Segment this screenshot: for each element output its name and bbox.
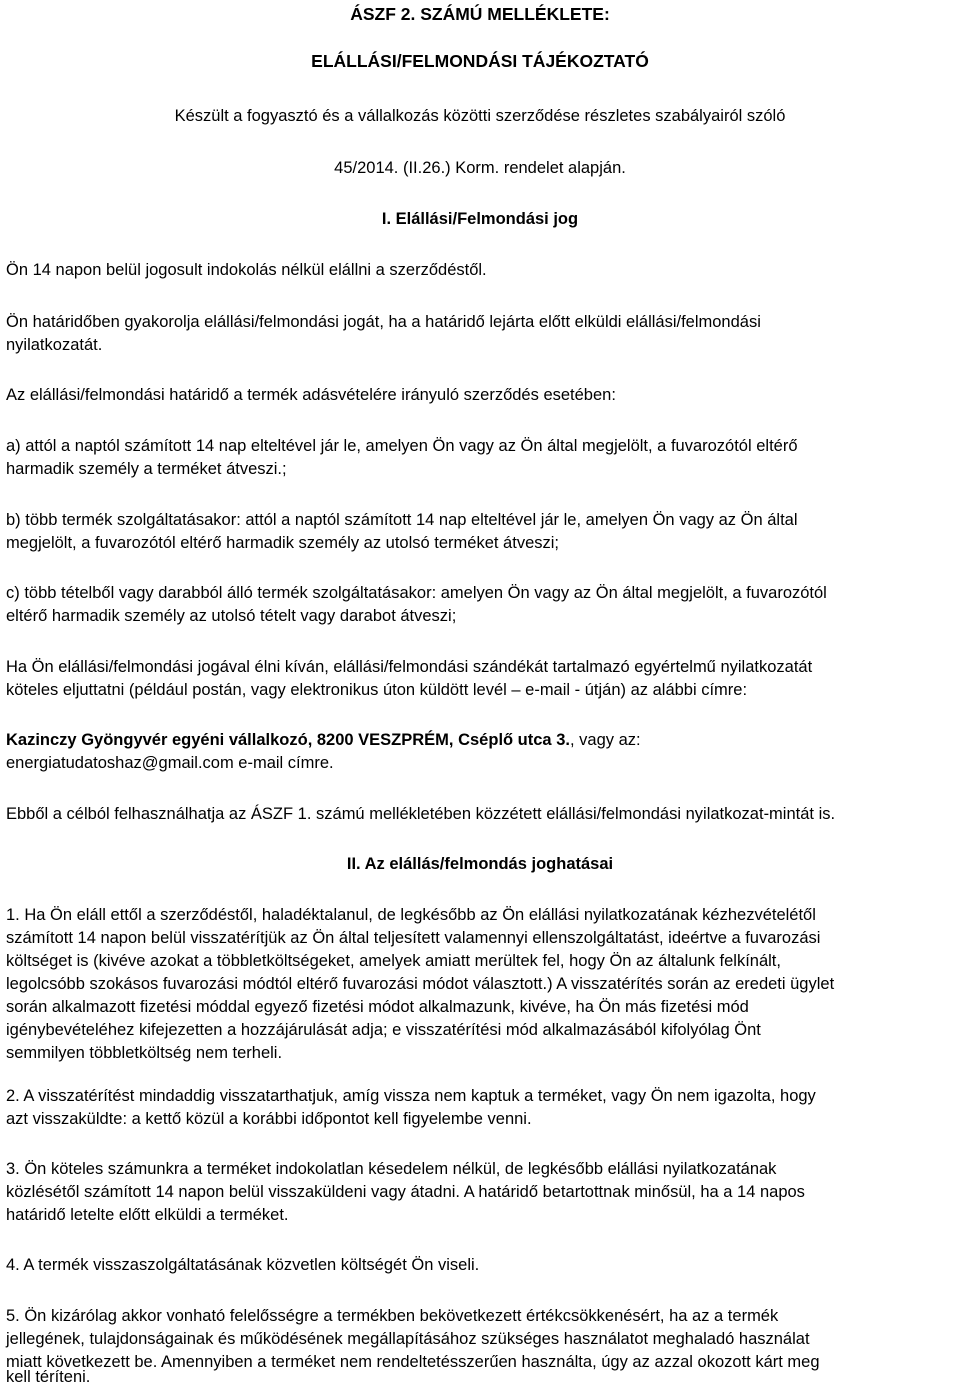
section-1-paragraph-1: Ön 14 napon belül jogosult indokolás nélkül elállni a szerződéstől.: [6, 261, 487, 279]
point-5-line-3: miatt következett be. Amennyiben a terméket nem rendeltetésszerűen használta, úgy az azzal okozott kárt meg: [6, 1353, 820, 1371]
legal-basis-line-1: Készült a fogyasztó és a vállalkozás közötti szerződése részletes szabályairól szóló: [174, 107, 786, 125]
item-b-line-2: megjelölt, a fuvarozótól eltérő harmadik személy az utolsó terméket átveszi;: [6, 534, 559, 552]
item-a-line-2: harmadik személy a terméket átveszi.;: [6, 460, 287, 478]
point-4-line-1: 4. A termék visszaszolgáltatásának közvetlen költségét Ön viseli.: [6, 1256, 480, 1274]
address-line: [6, 729, 641, 752]
section-1-paragraph-3: Az elállási/felmondási határidő a termék adásvételére irányuló szerződés esetében:: [6, 386, 616, 404]
point-1-line-2: számított 14 napon belül visszatérítjük az Ön által teljesített valamennyi ellenszolgáltatást, ideértve a fuvarozási: [6, 929, 821, 947]
item-c-line-1: c) több tételből vagy darabból álló termék szolgáltatásakor: amelyen Ön vagy az Ön által megjelölt, a fuvarozótól: [6, 584, 827, 602]
notice-line-1: Ha Ön elállási/felmondási jogával élni kíván, elállási/felmondási szándékát tartalmazó egyértelmű nyilatkozatát: [6, 658, 813, 676]
point-1-line-1: 1. Ha Ön eláll ettől a szerződéstől, haladéktalanul, de legkésőbb az Ön elállási nyilatkozatának kézhezvételétől: [6, 906, 816, 924]
address-tail: , vagy az:: [569, 731, 641, 749]
notice-line-2: köteles eljuttatni (például postán, vagy elektronikus úton küldött levél – e-mail - útján) az alábbi címre:: [6, 681, 748, 699]
point-3-line-1: 3. Ön köteles számunkra a terméket indokolatlan késedelem nélkül, de legkésőbb elállási nyilatkozatának: [6, 1160, 777, 1178]
point-1-line-5: során alkalmazott fizetési móddal egyező fizetési módot alkalmazunk, kivéve, ha Ön más fizetési mód: [6, 998, 749, 1016]
point-1-line-3: költséget is (kivéve azokat a többletköltségeket, amelyek amiatt merültek fel, hogy Ön az általunk felkínált,: [6, 952, 781, 970]
item-c-line-2: eltérő harmadik személy az utolsó tételt vagy darabot átveszi;: [6, 607, 457, 625]
point-5-line-2: jellegének, tulajdonságainak és működésének megállapításához szükséges használatot meghaladó használat: [6, 1330, 810, 1348]
point-3-line-2: közlésétől számított 14 napon belül visszaküldeni vagy átadni. A határidő betartottnak minősül, ha a 14 napos: [6, 1183, 805, 1201]
business-address: Kazinczy Gyöngyvér egyéni vállalkozó, 8200 VESZPRÉM, Cséplő utca 3.: [6, 731, 570, 749]
section-1-paragraph-2-line-1: Ön határidőben gyakorolja elállási/felmondási jogát, ha a határidő lejárta előtt elküldi elállási/felmondási: [6, 313, 761, 331]
point-5-line-1: 5. Ön kizárólag akkor vonható felelősségre a termékben bekövetkezett értékcsökkenésért, ha az a termék: [6, 1307, 779, 1325]
point-3-line-3: határidő letelte előtt elküldi a terméket.: [6, 1206, 289, 1224]
point-2-line-2: azt visszaküldte: a kettő közül a korábbi időpontot kell figyelembe venni.: [6, 1110, 532, 1128]
point-1-line-6: igénybevételéhez kifejezetten a hozzájárulását adja; e visszatérítési mód alkalmazásából kifolyólag Önt: [6, 1021, 761, 1039]
section-1-paragraph-2-line-2: nyilatkozatát.: [6, 336, 103, 354]
point-2-line-1: 2. A visszatérítést mindaddig visszatarthatjuk, amíg vissza nem kaptuk a terméket, vagy Ön nem igazolta, hogy: [6, 1087, 816, 1105]
document-subtitle: ELÁLLÁSI/FELMONDÁSI TÁJÉKOZTATÓ: [311, 51, 649, 71]
item-b-line-1: b) több termék szolgáltatásakor: attól a naptól számított 14 nap elteltével jár le, amelyen Ön vagy az Ön által: [6, 511, 798, 529]
form-note: Ebből a célból felhasználhatja az ÁSZF 1. számú mellékletében közzétett elállási/felmondási nyilatkozat-mintát is.: [6, 805, 836, 823]
section-1-heading: I. Elállási/Felmondási jog: [381, 210, 579, 228]
item-a-line-1: a) attól a naptól számított 14 nap elteltével jár le, amelyen Ön vagy az Ön által megjelölt, a fuvarozótól eltérő: [6, 437, 798, 455]
point-5-line-4: kell téríteni.: [6, 1368, 91, 1386]
document-title: ÁSZF 2. SZÁMÚ MELLÉKLETE:: [350, 4, 610, 24]
point-1-line-4: legolcsóbb szokásos fuvarozási módtól eltérő fuvarozási módot választott.) A visszatérítés során az eredeti ügylet: [6, 975, 835, 993]
email-line: energiatudatoshaz@gmail.com e-mail címre.: [6, 754, 334, 772]
point-1-line-7: semmilyen többletköltség nem terheli.: [6, 1044, 283, 1062]
legal-basis-line-2: 45/2014. (II.26.) Korm. rendelet alapján.: [334, 159, 626, 177]
section-2-heading: II. Az elállás/felmondás joghatásai: [346, 855, 614, 873]
